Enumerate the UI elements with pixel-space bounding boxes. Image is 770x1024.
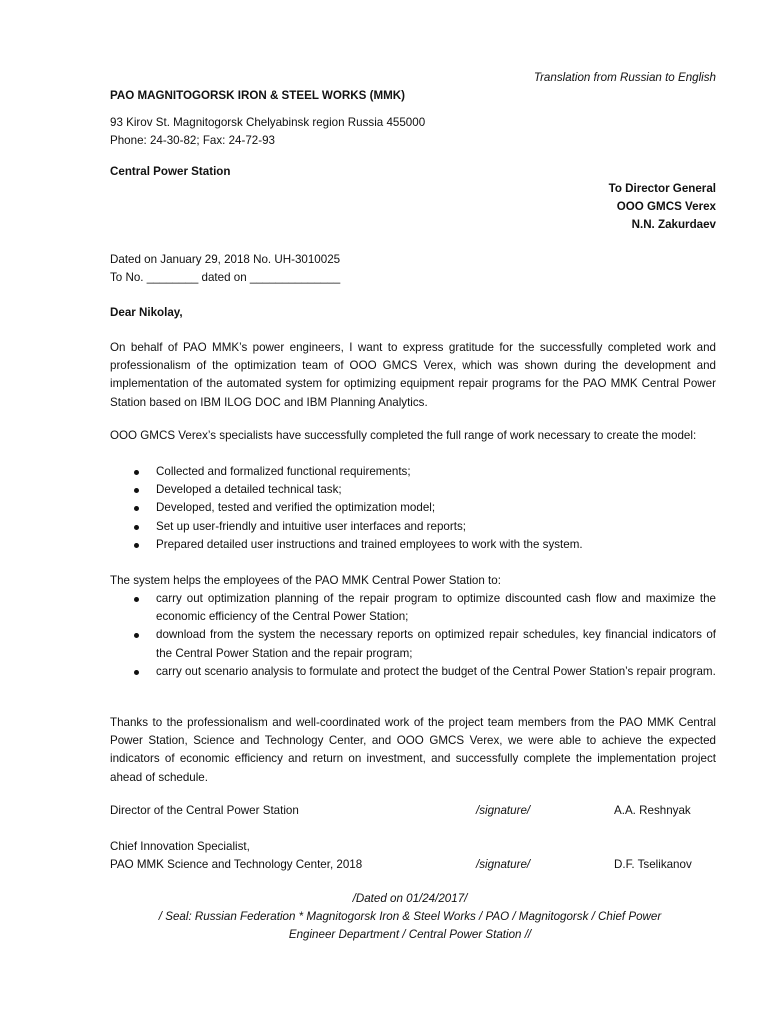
paragraph-work-intro: OOO GMCS Verex’s specialists have successfully completed the full range of work necessary to create the model:	[110, 429, 697, 442]
list-item	[110, 463, 716, 481]
paragraph-system-intro: The system helps the employees of the PAO MMK Central Power Station to:	[110, 574, 501, 587]
sender-address: 93 Kirov St. Magnitogorsk Chelyabinsk region Russia 455000	[110, 116, 426, 129]
sender-company: PAO MAGNITOGORSK IRON & STEEL WORKS (MMK)	[110, 89, 405, 102]
bullet-icon	[134, 470, 139, 475]
bullet-icon	[134, 488, 139, 493]
recipient-block	[416, 180, 716, 235]
work-list	[110, 463, 716, 554]
system-list	[110, 590, 716, 681]
recipient-line1: To Director General	[608, 182, 716, 195]
reference-to-no: To No. ________ dated on ______________	[110, 271, 341, 284]
bullet-icon	[134, 543, 139, 548]
salutation: Dear Nikolay,	[110, 306, 183, 319]
recipient-line2: OOO GMCS Verex	[616, 200, 716, 214]
list-item-text: Developed a detailed technical task;	[156, 483, 342, 497]
list-item	[110, 518, 716, 536]
bullet-icon	[134, 633, 139, 638]
signature-row	[110, 802, 716, 822]
recipient-line3: N.N. Zakurdaev	[631, 218, 716, 232]
seal-line-2: Engineer Department / Central Power Station //	[288, 928, 532, 942]
sender-department: Central Power Station	[110, 165, 231, 178]
bullet-icon	[134, 597, 139, 602]
paragraph-thanks: Thanks to the professionalism and well-coordinated work of the project team members from the PAO MMK Central Power Station, Science and Technology Center, and OOO GMCS Verex, we were able to achieve the expected indicators of economic efficiency and return on investment, and successfully complete the implementation project ahead of schedule.	[110, 716, 716, 784]
list-item-text: carry out scenario analysis to formulate and protect the budget of the Central Power Station’s repair program.	[156, 664, 716, 678]
seal-note	[80, 890, 740, 945]
signatory-name: D.F. Tselikanov	[614, 858, 692, 871]
list-item	[110, 481, 716, 499]
bullet-icon	[134, 670, 139, 675]
list-item-text: Collected and formalized functional requirements;	[156, 465, 411, 478]
bullet-icon	[134, 525, 139, 530]
list-item	[110, 499, 716, 517]
list-item-text: Developed, tested and verified the optimization model;	[156, 501, 436, 515]
list-item	[110, 536, 716, 554]
signature-placeholder: /signature/	[476, 858, 531, 871]
list-item	[110, 590, 716, 626]
paragraph-gratitude: On behalf of PAO MMK’s power engineers, I want to express gratitude for the successfully completed work and professionalism of the optimization team of OOO GMCS Verex, which was shown during the development and implementation of the automated system for optimizing equipment repair programs for the PAO MMK Central Power Station based on IBM ILOG DOC and IBM Planning Analytics.	[110, 341, 716, 409]
list-item	[110, 663, 716, 681]
reference-dated: Dated on January 29, 2018 No. UH-3010025	[110, 253, 341, 266]
signatory-title: Director of the Central Power Station	[110, 804, 299, 817]
signature-placeholder: /signature/	[476, 804, 531, 817]
list-item-text: Prepared detailed user instructions and trained employees to work with the system.	[156, 537, 583, 551]
footer-dated: /Dated on 01/24/2017/	[352, 892, 468, 905]
signature-row	[110, 838, 716, 876]
list-item-text: Set up user-friendly and intuitive user interfaces and reports;	[156, 519, 466, 533]
list-item	[110, 626, 716, 662]
signatory-name: A.A. Reshnyak	[614, 804, 691, 817]
list-item-text: download from the system the necessary reports on optimized repair schedules, key financial indicators of the Central Power Station and the repair program;	[156, 628, 716, 660]
sender-phone-fax: Phone: 24-30-82; Fax: 24-72-93	[110, 134, 275, 147]
signatory-title: Chief Innovation Specialist,	[110, 840, 250, 853]
list-item-text: carry out optimization planning of the repair program to optimize discounted cash flow and maximize the economic efficiency of the Central Power Station;	[156, 592, 716, 624]
translation-note: Translation from Russian to English	[533, 71, 716, 84]
seal-line-1: / Seal: Russian Federation * Magnitogorsk Iron & Steel Works / PAO / Magnitogorsk / Chief Power	[158, 910, 662, 924]
bullet-icon	[134, 506, 139, 511]
signatory-organization: PAO MMK Science and Technology Center, 2018	[110, 858, 363, 871]
